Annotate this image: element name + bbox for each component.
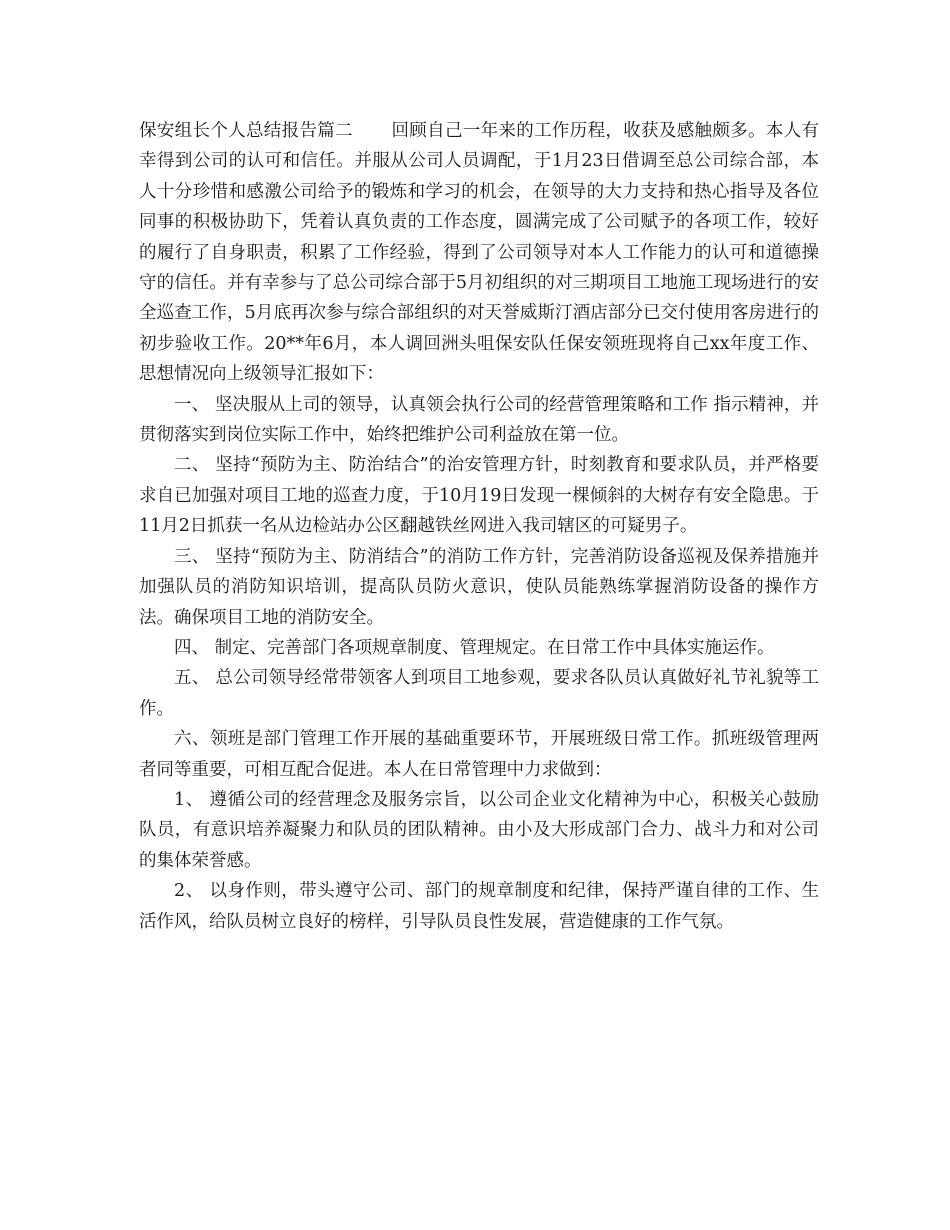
paragraph-8: 2、 以身作则，带头遵守公司、部门的规章制度和纪律，保持严谨自律的工作、生活作风，给队员树立良好的榜样，引导队员良性发展，营造健康的工作气氛。 <box>139 881 819 932</box>
paragraph-1: 一、 坚决服从上司的领导，认真领会执行公司的经营管理策略和工作 指示精神，并贯彻落实到岗位实际工作中，始终把维护公司利益放在第一位。 <box>139 394 819 446</box>
paragraph-4: 四、 制定、完善部门各项规章制度、管理规定。在日常工作中具体实施运作。 <box>174 637 775 658</box>
document-title: 保安组长个人总结报告篇二 <box>139 121 353 141</box>
document-body <box>139 116 819 937</box>
paragraph-3: 三、 坚持“预防为主、防消结合”的消防工作方针，完善消防设备巡视及保养措施并加强队员的消防知识培训，提高队员防火意识，使队员能熟练掌握消防设备的操作方法。确保项目工地的消防安全。 <box>139 546 819 628</box>
paragraph-6: 六、领班是部门管理工作开展的基础重要环节，开展班级日常工作。抓班级管理两者同等重要，可相互配合促进。本人在日常管理中力求做到： <box>139 729 819 780</box>
paragraph-7: 1、 遵循公司的经营理念及服务宗旨，以公司企业文化精神为中心，积极关心鼓励队员，有意识培养凝聚力和队员的团队精神。由小及大形成部门合力、战斗力和对公司的集体荣誉感。 <box>139 789 819 871</box>
intro-text: 回顾自己一年来的工作历程，收获及感触颇多。本人有幸得到公司的认可和信任。并服从公司人员调配，于1月23日借调至总公司综合部，本人十分珍惜和感激公司给予的锻炼和学习的机会，在领导的大力支持和热心指导及各位同事的积极协助下，凭着认真负责的工作态度，圆满完成了公司赋予的各项工作，较好的履行了自身职责，积累了工作经验，得到了公司领导对本人工作能力的认可和道德操守的信任。并有幸参与了总公司综合部于5月初组织的对三期项目工地施工现场进行的安全巡查工作，5月底再次参与综合部组织的对天誉威斯汀酒店部分已交付使用客房进行的初步验收工作。20**年6月，本人调回洲头咀保安队任保安领班现将自己xx年度工作、思想情况向上级领导汇报如下： <box>139 121 820 385</box>
paragraph-2: 二、 坚持“预防为主、防治结合”的治安管理方针，时刻教育和要求队员，并严格要求自已加强对项目工地的巡查力度，于10月19日发现一棵倾斜的大树存有安全隐患。于11月2日抓获一名从边检站办公区翻越铁丝网进入我司辖区的可疑男子。 <box>139 455 819 537</box>
intro-paragraph <box>139 116 819 390</box>
paragraph-5: 五、 总公司领导经常带领客人到项目工地参观，要求各队员认真做好礼节礼貌等工作。 <box>139 668 819 719</box>
